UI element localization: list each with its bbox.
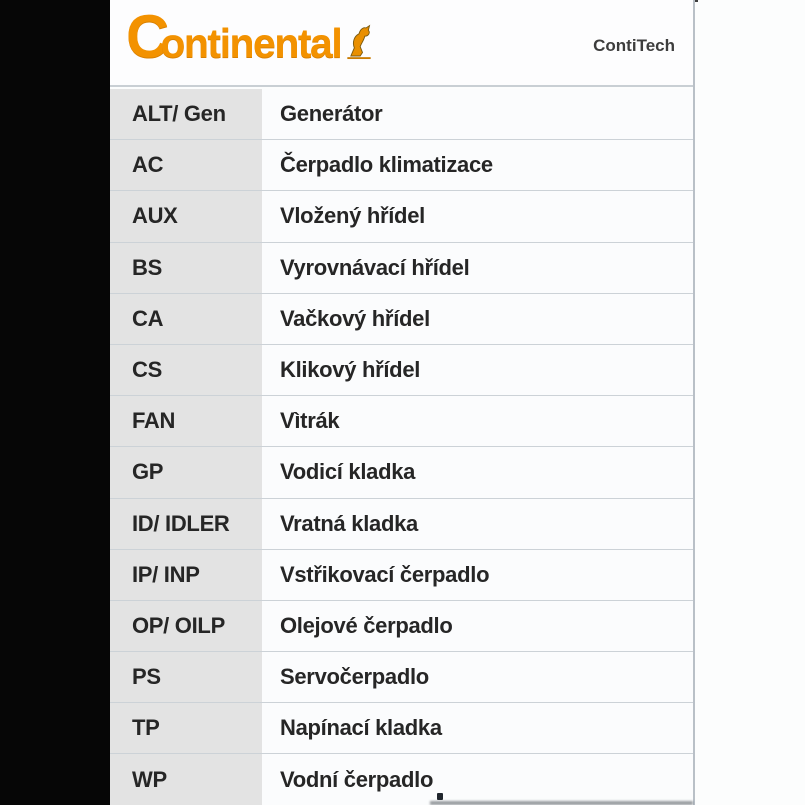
desc-cell: Vložený hřídel bbox=[267, 191, 693, 241]
table-row bbox=[110, 140, 693, 191]
page-header bbox=[110, 0, 693, 87]
abbr-cell: BS bbox=[110, 243, 267, 293]
desc-cell: Servočerpadlo bbox=[267, 652, 693, 702]
abbr-cell: WP bbox=[110, 754, 267, 804]
cutoff-next-row bbox=[430, 801, 693, 805]
table-row bbox=[110, 754, 693, 805]
table-row bbox=[110, 499, 693, 550]
cutoff-text-fragment bbox=[437, 793, 443, 800]
desc-cell: Čerpadlo klimatizace bbox=[267, 140, 693, 190]
desc-cell: Olejové čerpadlo bbox=[267, 601, 693, 651]
desc-cell: Vyrovnávací hřídel bbox=[267, 243, 693, 293]
abbr-cell: OP/ OILP bbox=[110, 601, 267, 651]
table-row bbox=[110, 550, 693, 601]
logo-letter-c: C bbox=[126, 3, 168, 70]
table-row bbox=[110, 652, 693, 703]
desc-cell: Generátor bbox=[267, 89, 693, 139]
logo-wordmark: ontinental bbox=[160, 20, 342, 66]
desc-cell: Vodicí kladka bbox=[267, 447, 693, 497]
table-row bbox=[110, 191, 693, 242]
table-row bbox=[110, 601, 693, 652]
table-row bbox=[110, 243, 693, 294]
abbr-cell: CA bbox=[110, 294, 267, 344]
table-row bbox=[110, 703, 693, 754]
abbr-cell: CS bbox=[110, 345, 267, 395]
abbr-cell: TP bbox=[110, 703, 267, 753]
abbr-cell: ALT/ Gen bbox=[110, 89, 267, 139]
abbr-cell: ID/ IDLER bbox=[110, 499, 267, 549]
table-row bbox=[110, 396, 693, 447]
legend-table bbox=[110, 89, 693, 805]
abbr-cell: GP bbox=[110, 447, 267, 497]
desc-cell: Vodní čerpadlo bbox=[267, 754, 693, 804]
abbr-cell: AUX bbox=[110, 191, 267, 241]
abbr-cell: IP/ INP bbox=[110, 550, 267, 600]
table-row bbox=[110, 89, 693, 140]
desc-cell: Vratná kladka bbox=[267, 499, 693, 549]
table-row bbox=[110, 447, 693, 498]
continental-logo bbox=[126, 3, 373, 70]
abbr-cell: AC bbox=[110, 140, 267, 190]
abbr-cell: FAN bbox=[110, 396, 267, 446]
table-row bbox=[110, 294, 693, 345]
abbr-cell: PS bbox=[110, 652, 267, 702]
desc-cell: Vstřikovací čerpadlo bbox=[267, 550, 693, 600]
table-row bbox=[110, 345, 693, 396]
table-right-border bbox=[693, 0, 695, 805]
horse-icon bbox=[345, 24, 373, 65]
contitech-wordmark: ContiTech bbox=[593, 36, 675, 55]
legend-table-body bbox=[110, 89, 693, 805]
page-left-black-border bbox=[0, 0, 110, 805]
desc-cell: Vačkový hřídel bbox=[267, 294, 693, 344]
desc-cell: Napínací kladka bbox=[267, 703, 693, 753]
desc-cell: Vìtrák bbox=[267, 396, 693, 446]
desc-cell: Klikový hřídel bbox=[267, 345, 693, 395]
